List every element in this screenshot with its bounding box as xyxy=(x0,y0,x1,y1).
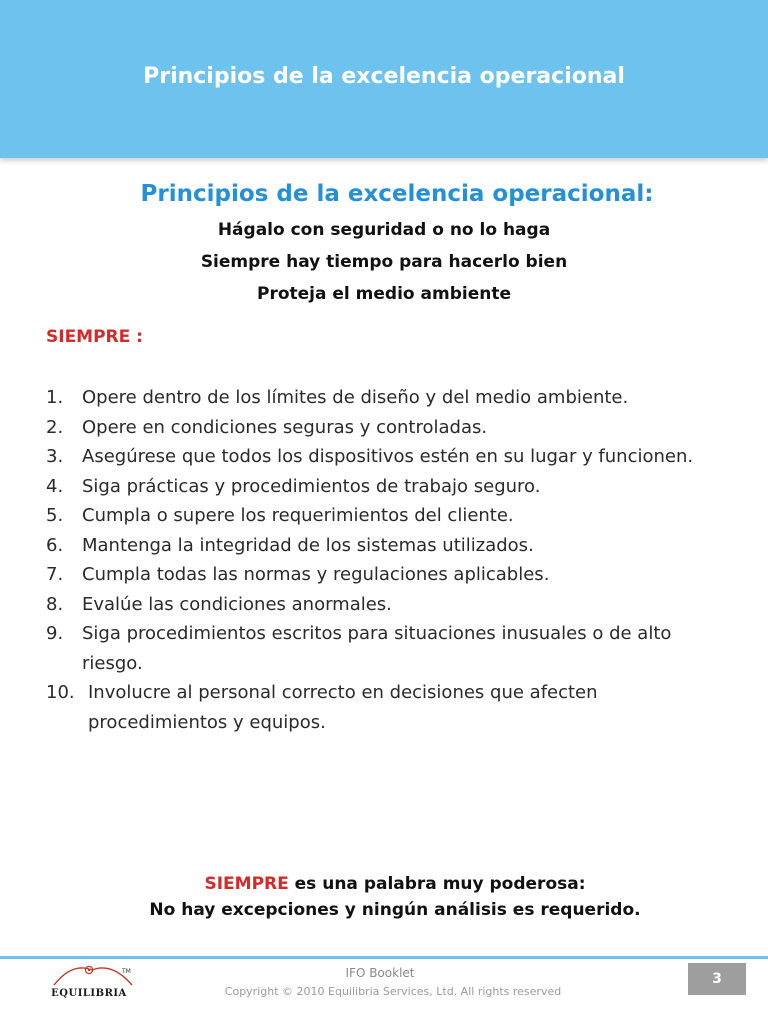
page-number-badge: 3 xyxy=(688,963,746,995)
booklet-name: IFO Booklet xyxy=(345,966,415,980)
list-item-number: 10. xyxy=(46,682,75,703)
motto-safety: Hágalo con seguridad o no lo haga xyxy=(217,220,551,240)
list-item xyxy=(46,413,736,443)
list-item-number: 1. xyxy=(46,387,64,408)
list-item-number: 8. xyxy=(46,593,64,615)
list-item xyxy=(46,590,736,620)
list-item-text: Siga prácticas y procedimientos de trabajo seguro. xyxy=(82,475,541,497)
rules-list xyxy=(46,383,736,737)
motto-environment: Proteja el medio ambiente xyxy=(257,284,511,304)
list-item xyxy=(46,531,736,561)
always-label: SIEMPRE : xyxy=(46,327,143,347)
list-item xyxy=(46,619,736,678)
list-item-number: 5. xyxy=(46,505,64,526)
closing-line-1 xyxy=(0,874,768,894)
header-band xyxy=(0,0,768,158)
logo-trademark: TM xyxy=(122,968,131,975)
list-item-text: Siga procedimientos escritos para situaciones inusuales o de alto riesgo. xyxy=(82,623,672,674)
list-item-text: Opere dentro de los límites de diseño y del medio ambiente. xyxy=(82,387,629,408)
list-item-number: 2. xyxy=(46,416,64,438)
list-item-number: 9. xyxy=(46,623,64,644)
list-item-text: Involucre al personal correcto en decisiones que afecten procedimientos y equipos. xyxy=(88,682,598,733)
motto-time: Siempre hay tiempo para hacerlo bien xyxy=(200,252,568,272)
section-title: Principios de la excelencia operacional: xyxy=(140,181,654,207)
list-item-number: 7. xyxy=(46,564,64,585)
page-title: Principios de la excelencia operacional xyxy=(143,64,625,89)
footer-divider xyxy=(0,956,768,959)
list-item xyxy=(46,383,736,413)
list-item xyxy=(46,678,736,737)
logo-wordmark: EQUILIBRIA xyxy=(51,988,127,999)
list-item-text: Asegúrese que todos los dispositivos estén en su lugar y funcionen. xyxy=(82,446,694,467)
list-item-number: 6. xyxy=(46,534,64,556)
list-item xyxy=(46,501,736,531)
list-item-text: Cumpla o supere los requerimientos del cliente. xyxy=(82,505,514,526)
closing-highlight: SIEMPRE xyxy=(204,874,289,894)
list-item xyxy=(46,472,736,502)
list-item-text: Mantenga la integridad de los sistemas utilizados. xyxy=(82,534,534,556)
list-item xyxy=(46,442,736,472)
list-item-number: 3. xyxy=(46,446,64,467)
list-item-text: Evalúe las condiciones anormales. xyxy=(82,593,392,615)
list-item-text: Opere en condiciones seguras y controladas. xyxy=(82,416,488,438)
closing-line-2: No hay excepciones y ningún análisis es requerido. xyxy=(149,900,641,920)
list-item xyxy=(46,560,736,590)
closing-line-1-rest: es una palabra muy poderosa: xyxy=(288,874,586,894)
list-item-number: 4. xyxy=(46,475,64,497)
copyright-notice: Copyright © 2010 Equilibria Services, Ltd. All rights reserved xyxy=(224,985,562,998)
list-item-text: Cumpla todas las normas y regulaciones aplicables. xyxy=(82,564,550,585)
